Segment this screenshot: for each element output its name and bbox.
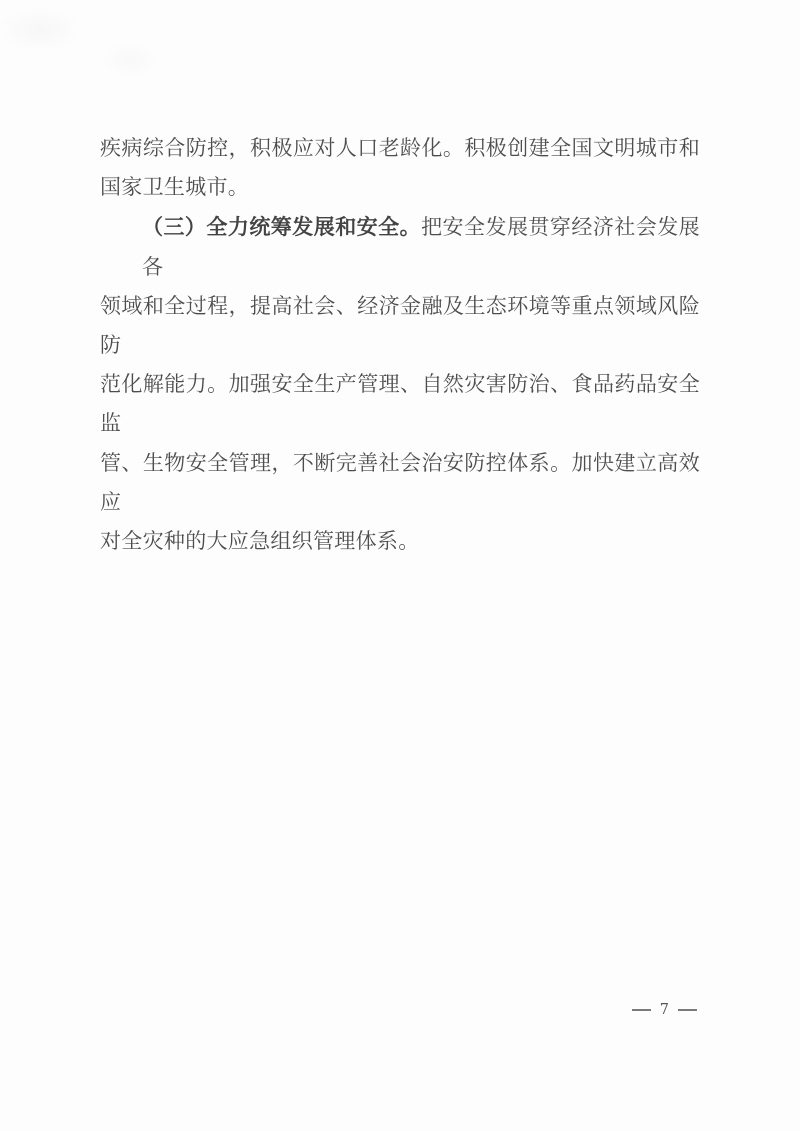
- paragraph2-line-1: [100, 207, 700, 286]
- page-number-right-dash-icon: [678, 1009, 697, 1010]
- document-body-text: [100, 129, 700, 561]
- paragraph2-line-2: 领域和全过程，提高社会、经济金融及生态环境等重点领域风险防: [100, 293, 700, 358]
- paragraph2-line-1-rest: 把安全发展贯穿经济社会发展各: [142, 215, 700, 279]
- page-number-value: 7: [659, 1002, 669, 1018]
- paragraph2-line-3: 范化解能力。加强安全生产管理、自然灾害防治、食品药品安全监: [100, 372, 700, 436]
- section-heading-quan-li-tong-chou: （三）全力统筹发展和安全。: [142, 214, 422, 240]
- scan-noise-artifact: [0, 0, 180, 110]
- page-number-left-dash-icon: [632, 1009, 651, 1010]
- paragraph2-line-5: 对全灾种的大应急组织管理体系。: [100, 529, 420, 554]
- paragraph2-line-4: 管、生物安全管理，不断完善社会治安防控体系。加快建立高效应: [100, 450, 700, 514]
- paragraph1-line-2: 国家卫生城市。: [100, 175, 250, 200]
- paragraph1-line-1: 疾病综合防控，积极应对人口老龄化。积极创建全国文明城市和: [100, 136, 700, 160]
- page-number: [632, 1001, 697, 1019]
